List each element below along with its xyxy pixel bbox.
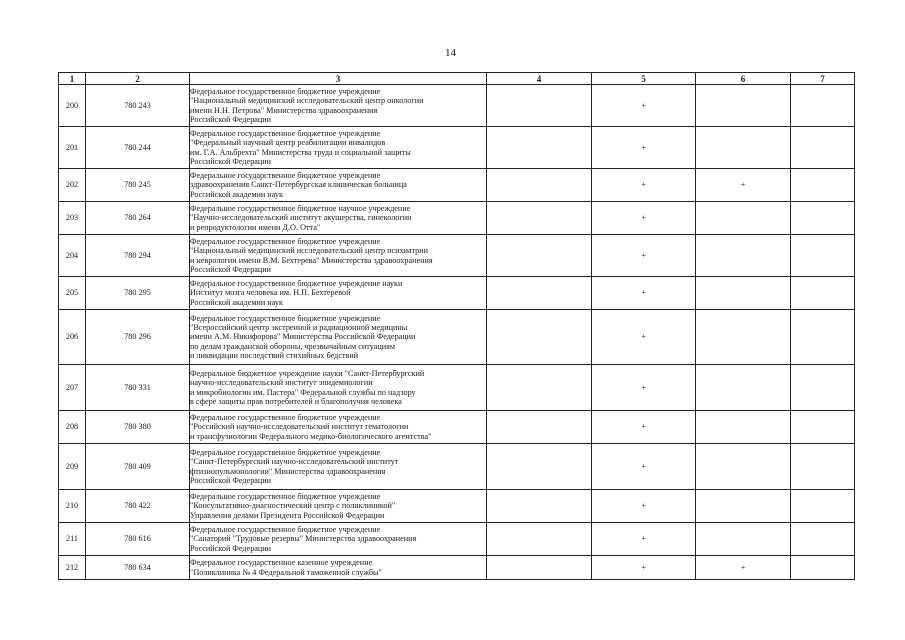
organization-name-line: "Национальный медицинский исследовательский центр психиатрии — [190, 246, 428, 256]
row-mark-col5: + — [592, 523, 696, 556]
organization-name-line: Федеральное государственное бюджетное учреждение науки — [190, 279, 403, 289]
organization-name-line: имени Н.Н. Петрова" Министерства здравоохранения — [190, 105, 378, 115]
row-organization-name — [190, 523, 487, 556]
row-mark-col7 — [791, 556, 855, 580]
row-mark-col7 — [791, 310, 855, 365]
row-organization-name — [190, 411, 487, 444]
row-mark-col7 — [791, 202, 855, 235]
row-code: 780 331 — [86, 365, 190, 411]
table-row — [59, 235, 855, 277]
row-mark-col7 — [791, 277, 855, 310]
row-mark-col4 — [487, 277, 592, 310]
row-code: 780 294 — [86, 235, 190, 277]
row-mark-col6 — [696, 310, 791, 365]
organization-name-line: Российской Федерации — [190, 114, 272, 124]
organization-name-line: Федеральное государственное бюджетное учреждение — [190, 448, 381, 458]
row-organization-name — [190, 490, 487, 523]
row-mark-col5: + — [592, 365, 696, 411]
col-header-3: 3 — [190, 73, 487, 85]
row-number: 201 — [59, 127, 86, 169]
row-mark-col4 — [487, 235, 592, 277]
registry-table — [58, 72, 855, 580]
organization-name-line: Федеральное государственное бюджетное учреждение — [190, 413, 381, 423]
organization-name-line: научно-исследовательский институт эпидемиологии — [190, 378, 373, 388]
organization-name-line: "Научно-исследовательский институт акушерства, гинекологии — [190, 213, 412, 223]
organization-name-line: "Санаторий "Трудовые резервы" Министерства здравоохранения — [190, 534, 417, 544]
organization-name-line: "Всероссийский центр экстренной и радиационной медицины — [190, 323, 408, 333]
row-organization-name — [190, 310, 487, 365]
row-number: 204 — [59, 235, 86, 277]
organization-name-line: им. Г.А. Альбрехта" Министерства труда и социальной защиты — [190, 147, 411, 157]
row-code: 780 422 — [86, 490, 190, 523]
row-mark-col5: + — [592, 235, 696, 277]
organization-name-line: "Федеральный научный центр реабилитации инвалидов — [190, 138, 386, 148]
row-mark-col6 — [696, 523, 791, 556]
organization-name-line: в сфере защиты прав потребителей и благополучия человека — [190, 396, 402, 406]
row-mark-col4 — [487, 127, 592, 169]
organization-name-line: Российской Федерации — [190, 156, 272, 166]
row-number: 203 — [59, 202, 86, 235]
table-row — [59, 365, 855, 411]
row-mark-col4 — [487, 444, 592, 490]
organization-name-line: "Санкт-Петербургский научно-исследовательский институт — [190, 457, 399, 467]
row-mark-col5: + — [592, 310, 696, 365]
row-mark-col5: + — [592, 202, 696, 235]
organization-name-line: и микробиологии им. Пастера" Федеральной службы по надзору — [190, 387, 416, 397]
organization-name-line: Российской академии наук — [190, 189, 283, 199]
row-code: 780 380 — [86, 411, 190, 444]
row-code: 780 616 — [86, 523, 190, 556]
row-mark-col6 — [696, 127, 791, 169]
table-row — [59, 556, 855, 580]
organization-name-line: Управления делами Президента Российской Федерации — [190, 510, 385, 520]
organization-name-line: имени А.М. Никифорова" Министерства Российской Федерации — [190, 332, 416, 342]
row-mark-col4 — [487, 411, 592, 444]
row-mark-col6 — [696, 85, 791, 127]
table-row — [59, 310, 855, 365]
row-mark-col6 — [696, 277, 791, 310]
row-organization-name — [190, 85, 487, 127]
organization-name-line: и трансфузиологии Федерального медико-биологического агентства" — [190, 431, 432, 441]
table-row — [59, 202, 855, 235]
table-row — [59, 444, 855, 490]
row-mark-col5: + — [592, 169, 696, 202]
row-mark-col6 — [696, 202, 791, 235]
table-row — [59, 490, 855, 523]
row-mark-col6: + — [696, 556, 791, 580]
organization-name-line: Федеральное государственное бюджетное учреждение — [190, 171, 381, 181]
row-mark-col7 — [791, 169, 855, 202]
row-mark-col4 — [487, 365, 592, 411]
row-code: 780 409 — [86, 444, 190, 490]
organization-name-line: Федеральное государственное бюджетное учреждение — [190, 525, 381, 535]
row-organization-name — [190, 169, 487, 202]
row-number: 205 — [59, 277, 86, 310]
row-mark-col6 — [696, 444, 791, 490]
row-mark-col7 — [791, 523, 855, 556]
row-mark-col7 — [791, 365, 855, 411]
row-mark-col4 — [487, 85, 592, 127]
col-header-4: 4 — [487, 73, 592, 85]
row-mark-col4 — [487, 556, 592, 580]
row-organization-name — [190, 202, 487, 235]
organization-name-line: здравоохранения Санкт-Петербургская клиническая больница — [190, 180, 407, 190]
row-organization-name — [190, 127, 487, 169]
organization-name-line: "Поликлиника № 4 Федеральной таможенной службы" — [190, 567, 382, 577]
organization-name-line: Федеральное государственное бюджетное учреждение — [190, 237, 381, 247]
col-header-6: 6 — [696, 73, 791, 85]
table-row — [59, 411, 855, 444]
row-code: 780 244 — [86, 127, 190, 169]
organization-name-line: "Консультативно-диагностический центр с поликлиникой" — [190, 501, 396, 511]
organization-name-line: фтизиопульмонологии" Министерства здравоохранения — [190, 466, 386, 476]
organization-name-line: "Российский научно-исследовательский институт гематологии — [190, 422, 409, 432]
row-number: 202 — [59, 169, 86, 202]
organization-name-line: и репродуктологии имени Д.О. Отта" — [190, 222, 321, 232]
row-mark-col6: + — [696, 169, 791, 202]
row-number: 209 — [59, 444, 86, 490]
row-mark-col6 — [696, 411, 791, 444]
row-organization-name — [190, 444, 487, 490]
row-code: 780 264 — [86, 202, 190, 235]
row-mark-col4 — [487, 490, 592, 523]
organization-name-line: Институт мозга человека им. Н.П. Бехтеревой — [190, 288, 351, 298]
row-code: 780 634 — [86, 556, 190, 580]
row-number: 200 — [59, 85, 86, 127]
organization-name-line: Российской Федерации — [190, 264, 272, 274]
col-header-2: 2 — [86, 73, 190, 85]
row-mark-col7 — [791, 127, 855, 169]
page-number: 14 — [445, 47, 456, 59]
row-number: 207 — [59, 365, 86, 411]
row-mark-col7 — [791, 235, 855, 277]
row-mark-col6 — [696, 235, 791, 277]
row-code: 780 295 — [86, 277, 190, 310]
organization-name-line: Федеральное государственное бюджетное учреждение — [190, 492, 381, 502]
organization-name-line: "Национальный медицинский исследовательский центр онкологии — [190, 96, 424, 106]
table-row — [59, 169, 855, 202]
table-row — [59, 85, 855, 127]
row-mark-col4 — [487, 169, 592, 202]
row-mark-col7 — [791, 411, 855, 444]
row-organization-name — [190, 277, 487, 310]
row-number: 211 — [59, 523, 86, 556]
organization-name-line: Российской Федерации — [190, 475, 272, 485]
row-number: 208 — [59, 411, 86, 444]
row-code: 780 245 — [86, 169, 190, 202]
organization-name-line: по делам гражданской обороны, чрезвычайным ситуациям — [190, 341, 396, 351]
row-mark-col5: + — [592, 490, 696, 523]
organization-name-line: Российской академии наук — [190, 297, 283, 307]
row-number: 206 — [59, 310, 86, 365]
organization-name-line: Федеральное государственное бюджетное научное учреждение — [190, 204, 411, 214]
row-mark-col6 — [696, 365, 791, 411]
organization-name-line: и ликвидации последствий стихийных бедствий — [190, 350, 359, 360]
row-mark-col7 — [791, 444, 855, 490]
row-mark-col5: + — [592, 556, 696, 580]
row-mark-col6 — [696, 490, 791, 523]
organization-name-line: Федеральное государственное бюджетное учреждение — [190, 313, 381, 323]
row-mark-col7 — [791, 490, 855, 523]
organization-name-line: и неврологии имени В.М. Бехтерева" Министерства здравоохранения — [190, 255, 433, 265]
col-header-7: 7 — [791, 73, 855, 85]
col-header-1: 1 — [59, 73, 86, 85]
row-mark-col7 — [791, 85, 855, 127]
header-row — [59, 73, 855, 85]
row-organization-name — [190, 235, 487, 277]
organization-name-line: Федеральное государственное казенное учреждение — [190, 558, 373, 568]
row-mark-col5: + — [592, 444, 696, 490]
row-mark-col4 — [487, 202, 592, 235]
row-organization-name — [190, 365, 487, 411]
row-mark-col4 — [487, 310, 592, 365]
row-mark-col5: + — [592, 277, 696, 310]
table-row — [59, 523, 855, 556]
organization-name-line: Федеральное государственное бюджетное учреждение — [190, 87, 381, 97]
row-code: 780 243 — [86, 85, 190, 127]
row-mark-col4 — [487, 523, 592, 556]
row-organization-name — [190, 556, 487, 580]
row-number: 212 — [59, 556, 86, 580]
organization-name-line: Федеральное бюджетное учреждение науки "Санкт-Петербургский — [190, 369, 425, 379]
row-mark-col5: + — [592, 127, 696, 169]
row-mark-col5: + — [592, 411, 696, 444]
table-row — [59, 277, 855, 310]
col-header-5: 5 — [592, 73, 696, 85]
organization-name-line: Федеральное государственное бюджетное учреждение — [190, 129, 381, 139]
table-body — [59, 85, 855, 580]
organization-name-line: Российской Федерации — [190, 543, 272, 553]
row-mark-col5: + — [592, 85, 696, 127]
row-number: 210 — [59, 490, 86, 523]
table-row — [59, 127, 855, 169]
row-code: 780 296 — [86, 310, 190, 365]
